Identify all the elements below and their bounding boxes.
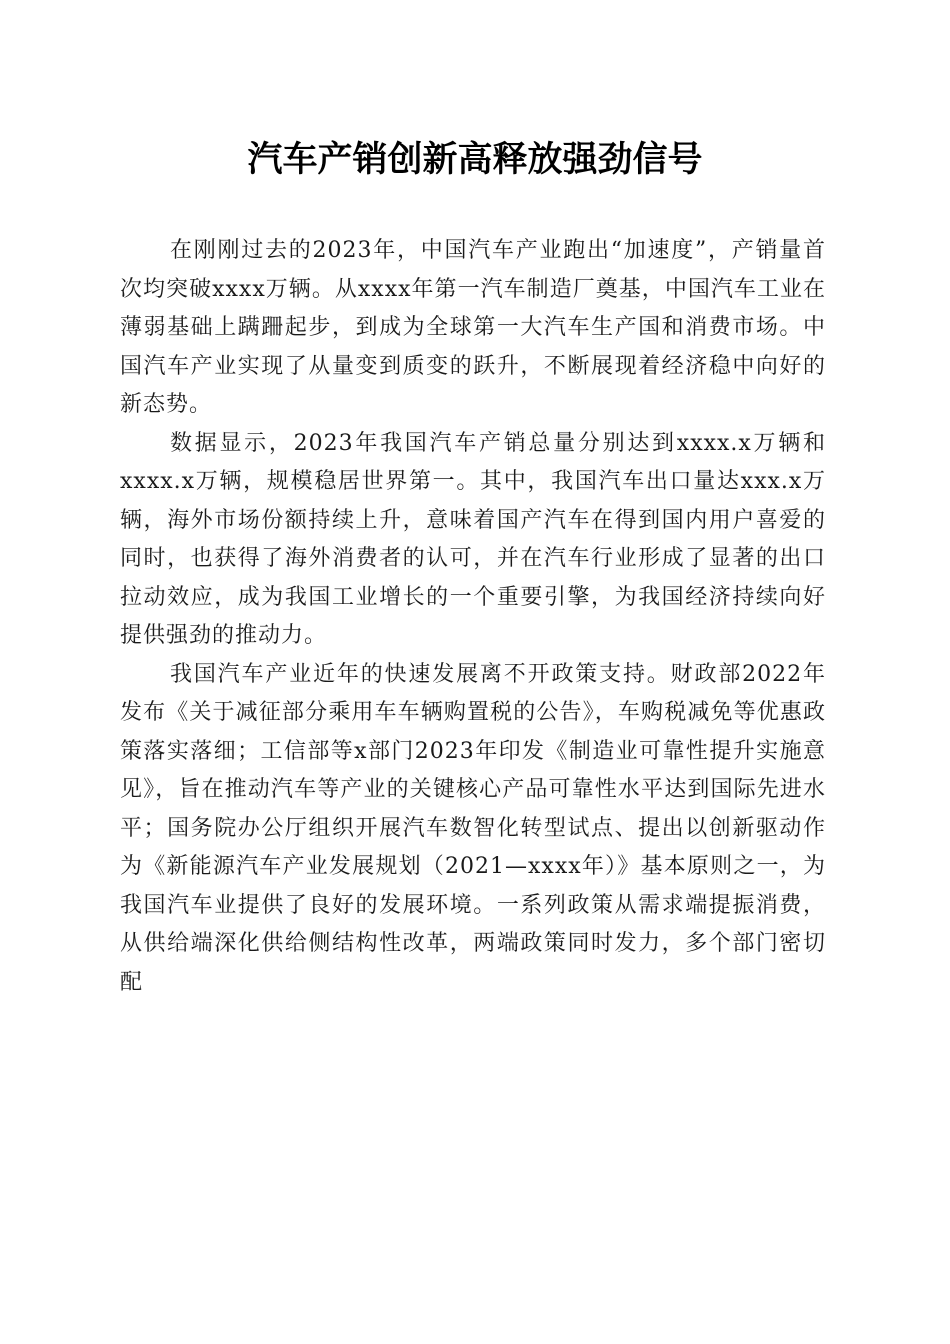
paragraph-2: 数据显示，2023年我国汽车产销总量分别达到xxxx.x万辆和xxxx.x万辆，规模稳居世界第一。其中，我国汽车出口量达xxx.x万辆，海外市场份额持续上升，意味着国产汽车在得到国内用户喜爱的同时，也获得了海外消费者的认可，并在汽车行业形成了显著的出口拉动效应，成为我国工业增长的一个重要引擎，为我国经济持续向好提供强劲的推动力。 — [120, 430, 826, 648]
document-title: 汽车产销创新高释放强劲信号 — [247, 139, 703, 180]
paragraph-3: 我国汽车产业近年的快速发展离不开政策支持。财政部2022年发布《关于减征部分乘用车车辆购置税的公告》，车购税减免等优惠政策落实落细；工信部等x部门2023年印发《制造业可靠性提升实施意见》，旨在推动汽车等产业的关键核心产品可靠性水平达到国际先进水平；国务院办公厅组织开展汽车数智化转型试点、提出以创新驱动作为《新能源汽车产业发展规划（2021—xxxx年）》基本原则之一，为我国汽车业提供了良好的发展环境。一系列政策从需求端提振消费，从供给端深化供给侧结构性改革，两端政策同时发力，多个部门密切配 — [120, 661, 826, 995]
document-body — [120, 232, 826, 1002]
paragraph-1: 在刚刚过去的2023年，中国汽车产业跑出“加速度”，产销量首次均突破xxxx万辆。从xxxx年第一汽车制造厂奠基，中国汽车工业在薄弱基础上蹒跚起步，到成为全球第一大汽车生产国和消费市场。中国汽车产业实现了从量变到质变的跃升，不断展现着经济稳中向好的新态势。 — [120, 238, 826, 417]
